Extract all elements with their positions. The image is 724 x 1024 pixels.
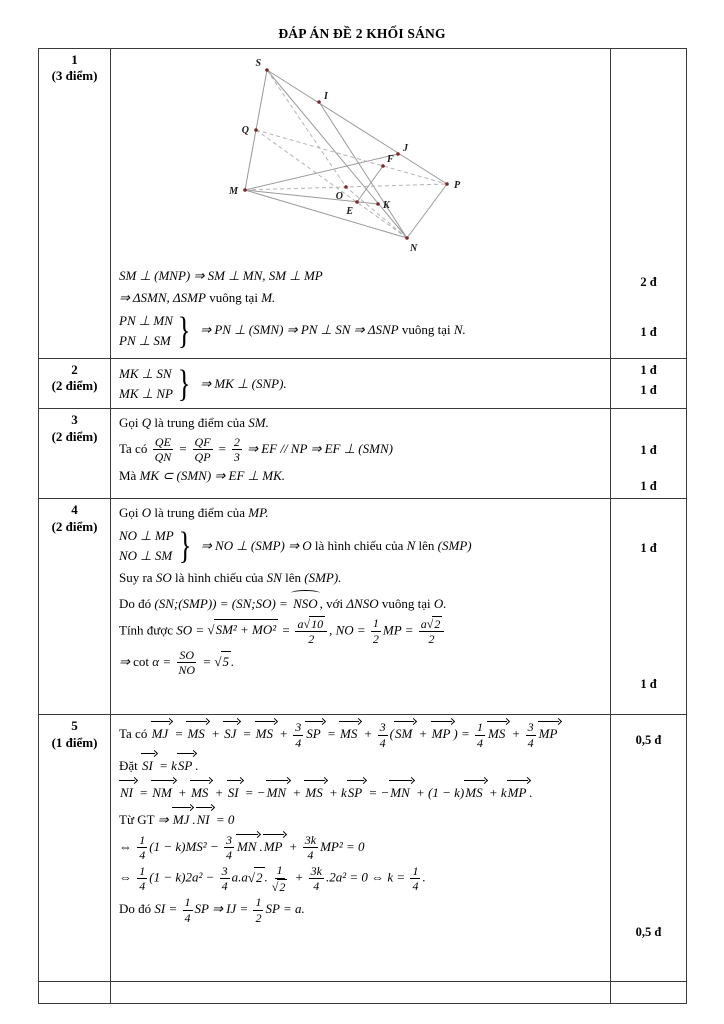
vector: MS [487, 719, 508, 745]
question-number: 4 [71, 502, 78, 518]
point-label-J: J [403, 143, 408, 154]
fraction: $\frac{3k}{4}$ [310, 863, 322, 894]
solution-cell [111, 49, 611, 359]
text-run: Gọi [119, 505, 142, 521]
system-lines [119, 364, 173, 404]
solution-line: Do đó SI = $\frac{1}{4}$ SP ⇒ IJ = $\frac{1}{2}$ SP = a. [119, 895, 305, 925]
text-run: là trung điểm của [151, 415, 249, 431]
square-root: √SM² + MO² [207, 619, 278, 641]
fraction: $\frac{1}{2}$ [255, 895, 262, 925]
edge-QN [256, 130, 407, 238]
geometry-figure-svg [221, 54, 471, 262]
vector: SI [141, 751, 156, 777]
marks-cell [611, 359, 687, 409]
mark-label: 1 đ [640, 383, 657, 397]
edge-SN [267, 70, 407, 238]
question-number: 1 [71, 52, 78, 67]
square-root: √5 [214, 651, 231, 673]
question-row-3 [39, 409, 687, 499]
fraction: $\frac{3}{4}$ [527, 720, 534, 750]
text-run: vuông tại [205, 289, 262, 305]
equation-system [119, 311, 602, 351]
point-label-N: N [410, 243, 418, 254]
text-run: lên [281, 570, 305, 586]
system-conclusion: ⇒ MK ⊥ (SNP). [200, 375, 287, 391]
text-run: vuông tại [378, 596, 434, 612]
system-lines [119, 311, 173, 351]
question-number: 2 [71, 362, 78, 377]
fraction: $\frac{2}{3}$ [233, 435, 240, 465]
empty-cell [611, 982, 687, 1004]
system-brace: } [178, 525, 192, 568]
marks-cell [611, 49, 687, 359]
fraction: $\frac{SO}{NO}$ [178, 647, 196, 678]
vector: SP [177, 751, 195, 777]
fraction: $\frac{1}{4}$ [139, 863, 146, 894]
edge-NP [407, 184, 447, 238]
edge-NI [319, 102, 407, 238]
solution-cell [111, 409, 611, 499]
solution-line: ⇔ $\frac{1}{4}$ (1 − k)MS² − $\frac{3}{4}$ MN .MP + $\frac{3k}{4}$ MP² = 0 [119, 832, 365, 863]
mark-label: 1 đ [640, 479, 657, 494]
vector: MP [538, 719, 561, 745]
mark-label: 1 đ [640, 325, 657, 339]
mark-label: 0,5 đ [635, 733, 662, 748]
text-run: với [322, 596, 347, 612]
fraction: $\frac{1}{4}$ [412, 863, 419, 894]
vector: MJ [151, 719, 172, 745]
question-row-5 [39, 715, 687, 982]
mark-label: 1 đ [640, 363, 657, 377]
solution-line: Ta có MJ = MS + SJ = MS + $\frac{3}{4}$ SP = MS + $\frac{3}{4}$ (SM + MP ) = $\frac{1}{4}$ MS + $\frac{3}{4}$ MP [119, 719, 602, 750]
fraction: $\frac{1}{2}$ [372, 616, 379, 646]
question-number: 5 [71, 718, 78, 734]
question-cell [39, 715, 111, 982]
point-label-Q: Q [241, 125, 249, 136]
vector: SJ [223, 719, 239, 745]
solution-line: Gọi Q là trung điểm của SM. [119, 415, 269, 431]
fraction: $\frac{1}{4}$ [184, 895, 191, 925]
empty-cell [111, 982, 611, 1004]
solution-line: Suy ra SO là hình chiếu của SN lên (SMP). [119, 570, 342, 586]
point-label-F: F [387, 154, 394, 165]
solution-line: ⇒ cot α = $\frac{SO}{NO}$ = √5 . [119, 647, 235, 678]
page-title: ĐÁP ÁN ĐỀ 2 KHỐI SÁNG [278, 26, 446, 41]
edge-SO [267, 70, 346, 187]
text-run: Do đó [119, 596, 155, 612]
equation-system [119, 364, 602, 404]
fraction: $\frac{1}{4}$ [139, 832, 146, 863]
edge-SP [267, 70, 447, 184]
text-run: Mà [119, 467, 140, 483]
question-cell [39, 359, 111, 409]
fraction: $\frac{3}{4}$ [295, 720, 302, 750]
text-run: cot [133, 653, 153, 669]
point-label-E: E [346, 206, 353, 217]
fraction: $\frac{a√10}{2}$ [295, 616, 327, 647]
question-score: (3 điểm) [51, 68, 98, 84]
square-root: √2 [271, 879, 286, 894]
question-cell [39, 499, 111, 715]
text-run: lên [415, 537, 438, 553]
vector: MN [266, 778, 290, 804]
question-row-2 [39, 359, 687, 409]
edge-MJ [245, 154, 398, 190]
vector: MN [236, 832, 260, 858]
fraction: $\frac{a√2}{2}$ [419, 616, 445, 647]
solution-cell [111, 359, 611, 409]
text-run: Do đó [119, 901, 155, 917]
fraction: $\frac{3k}{4}$ [304, 832, 317, 863]
mark-label: 2 đ [640, 275, 657, 289]
square-root: √2 [426, 616, 441, 631]
text-run: Tính được [119, 622, 177, 638]
vector: MS [464, 778, 485, 804]
empty-cell [39, 982, 111, 1004]
mark-label: 1 đ [640, 443, 657, 458]
point-Q [254, 128, 258, 132]
marks-cell [611, 715, 687, 982]
geometry-figure [221, 54, 602, 262]
point-S [265, 68, 269, 72]
solution-line: Tính được SO = √SM² + MO² = $\frac{a√10}{2}$ , NO = $\frac{1}{2}$ MP = $\frac{a√2}{2}$ [119, 616, 602, 647]
vector: MS [339, 719, 360, 745]
text-run: là hình chiếu của [171, 570, 267, 586]
point-I [317, 100, 321, 104]
vector: NI [196, 805, 213, 831]
solution-cell [111, 499, 611, 715]
solution-line: ⇔ $\frac{1}{4}$ (1 − k)2a² − $\frac{3}{4}$ a.a√2 . $\frac{1}{√2}$ + $\frac{3k}{4}$ .2a² = 0 ⇔ k = $\frac{1}{4}$ . [119, 863, 426, 894]
point-F [381, 164, 385, 168]
vector: MP [431, 719, 454, 745]
edge-EF [357, 166, 383, 202]
solution-line: NI = NM + MS + SI = −MN + MS + kSP = −MN + (1 − k)MS + kMP . [119, 778, 602, 804]
vector: MS [186, 719, 207, 745]
marks-cell [611, 409, 687, 499]
mark-label: 1 đ [640, 677, 657, 692]
point-label-S: S [255, 58, 261, 69]
solution-line: Từ GT ⇒ MJ .NI = 0 [119, 805, 602, 831]
text-run: Ta có [119, 440, 151, 456]
system-conclusion: ⇒ PN ⊥ (SMN) ⇒ PN ⊥ SN ⇒ ΔSNP vuông tại N. [200, 322, 466, 338]
system-brace: } [177, 363, 191, 406]
question-cell [39, 409, 111, 499]
text-run: vuông tại [398, 322, 454, 338]
vector: MS [304, 778, 325, 804]
system-lines [119, 526, 174, 566]
equation-system [119, 526, 602, 566]
point-label-P: P [454, 180, 461, 191]
vector: MS [190, 778, 211, 804]
point-label-I: I [324, 91, 328, 102]
point-E [355, 200, 359, 204]
question-score: (1 điểm) [51, 734, 98, 750]
vector: SP [347, 778, 365, 804]
point-P [445, 182, 449, 186]
system-line: MK ⊥ SN [119, 366, 172, 381]
square-root: √2 [248, 867, 265, 889]
question-score: (2 điểm) [51, 518, 98, 534]
question-score: (2 điểm) [51, 428, 98, 444]
marks-cell [611, 499, 687, 715]
point-label-K: K [383, 200, 390, 211]
mark-label: 1 đ [640, 541, 657, 556]
question-number: 3 [71, 412, 78, 428]
solution-cell [111, 715, 611, 982]
fraction: $\frac{1}{4}$ [477, 720, 483, 750]
edge-MN [245, 190, 407, 238]
vector: MN [389, 778, 413, 804]
vector: MJ [172, 805, 193, 831]
point-M [243, 188, 247, 192]
solution-line: SM ⊥ (MNP) ⇒ SM ⊥ MN, SM ⊥ MP [119, 268, 323, 283]
system-line: MK ⊥ NP [119, 386, 173, 402]
mark-label: 0,5 đ [635, 925, 662, 940]
edge-NO [346, 187, 407, 238]
point-J [396, 152, 400, 156]
point-K [376, 202, 380, 206]
system-line: NO ⊥ MP [119, 528, 174, 544]
point-label-M: M [229, 186, 238, 197]
fraction: $\frac{1}{√2}$ [271, 863, 286, 894]
text-run: Suy ra [119, 570, 156, 586]
edge-QP [256, 130, 447, 184]
solution-line: Đặt SI = kSP . [119, 751, 602, 777]
solution-line: Do đó (SN;(SMP)) = (SN;SO) = NSO , với ΔNSO vuông tại O. [119, 590, 602, 615]
question-score: (2 điểm) [51, 378, 98, 394]
point-label-O: O [335, 191, 343, 202]
vector: MS [255, 719, 276, 745]
answer-table [38, 48, 687, 1004]
question-row-4 [39, 499, 687, 715]
system-brace: } [177, 309, 191, 352]
vector: SI [227, 778, 242, 804]
fraction: $\frac{3}{4}$ [221, 863, 228, 894]
fraction: $\frac{QE}{QN}$ [154, 435, 172, 465]
text-run: là trung điểm của [151, 505, 249, 521]
angle-hat: NSO [291, 590, 320, 615]
question-cell [39, 49, 111, 359]
system-line: PN ⊥ MN [119, 312, 173, 328]
square-root: √10 [303, 616, 324, 631]
vector: SM [394, 719, 415, 745]
system-line: NO ⊥ SM [119, 548, 173, 564]
vector: MP [263, 832, 286, 858]
fraction: $\frac{3}{4}$ [379, 720, 386, 750]
solution-line: Gọi O là trung điểm của MP. [119, 505, 269, 521]
question-row-1 [39, 49, 687, 359]
vector: NI [119, 778, 136, 804]
text-run: Gọi [119, 415, 142, 431]
solution-line: ⇒ ΔSMN, ΔSMP vuông tại M. [119, 289, 276, 305]
empty-row [39, 982, 687, 1004]
text-run: Đặt [119, 758, 142, 774]
vector: MP [507, 778, 530, 804]
point-O [344, 185, 348, 189]
text-run: Từ GT [119, 811, 158, 827]
text-run: Ta có [119, 726, 151, 742]
system-line: PN ⊥ SM [119, 332, 171, 348]
fraction: $\frac{QF}{QP}$ [194, 435, 211, 465]
text-run: là hình chiếu của [311, 537, 407, 553]
vector: NM [151, 778, 175, 804]
vector: SP [305, 719, 323, 745]
solution-line: Mà MK ⊂ (SMN) ⇒ EF ⊥ MK. [119, 467, 285, 483]
solution-line: Ta có $\frac{QE}{QN}$ = $\frac{QF}{QP}$ = $\frac{2}{3}$ ⇒ EF // NP ⇒ EF ⊥ (SMN) [119, 435, 393, 465]
system-conclusion: ⇒ NO ⊥ (SMP) ⇒ O là hình chiếu của N lên (SMP) [200, 537, 472, 553]
fraction: $\frac{3}{4}$ [225, 832, 232, 863]
point-N [405, 236, 409, 240]
